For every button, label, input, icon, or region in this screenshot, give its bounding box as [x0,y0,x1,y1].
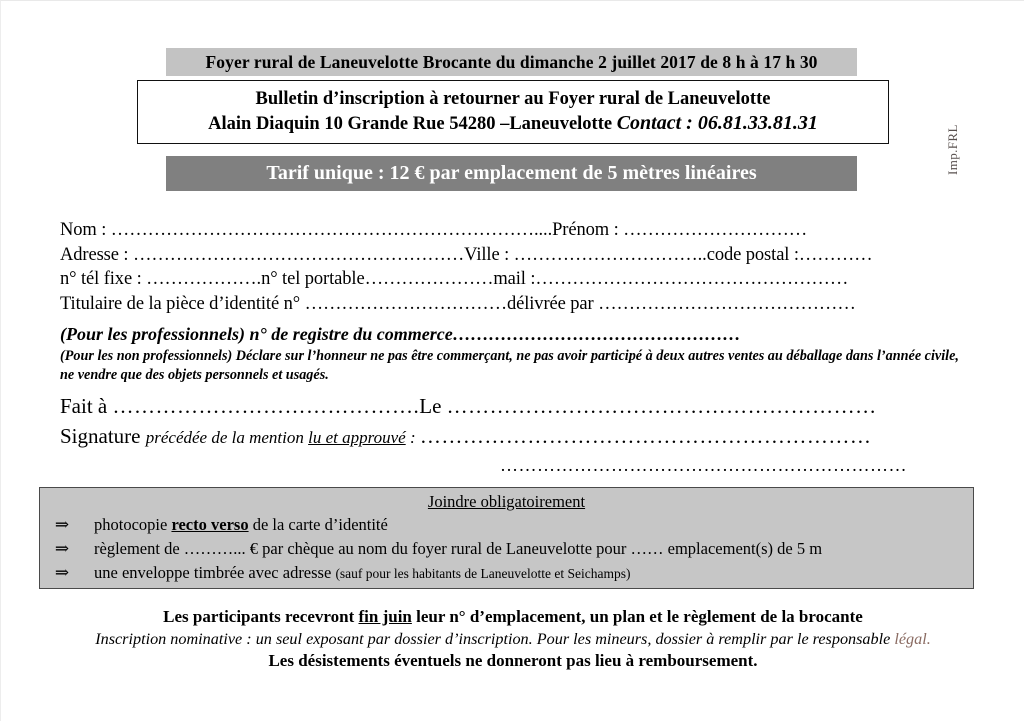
field-line-telephone-mail[interactable]: n° tél fixe : ……………….n° tel portable…………………mail :…………………………………………… [60,269,849,289]
bulletin-contact: Contact : 06.81.33.81.31 [616,112,818,134]
joindre-item-pre: une enveloppe timbrée avec adresse [94,563,336,582]
signature-approuve: lu et approuvé [308,428,406,447]
joindre-item-reglement[interactable] [40,537,973,561]
signature-line[interactable] [60,421,970,453]
joindre-item-text [84,537,822,561]
footer-line2-legal: légal. [894,630,931,648]
joindre-item-post: de la carte d’identité [248,515,388,534]
joindre-item-photocopie [40,513,973,537]
footer-line-1 [1,606,1024,628]
bulletin-title: Bulletin d’inscription à retourner au Foyer rural de Laneuvelotte [255,88,771,109]
professionals-line[interactable]: (Pour les professionnels) n° de registre du commerce………………………………………… [60,324,741,344]
signature-extra-dots[interactable]: ………………………………………………………… [500,455,907,475]
tarif-text: Tarif unique : 12 € par emplacement de 5 mètres linéaires [266,162,757,184]
signature-colon: : [405,428,420,447]
signature-dots: ……………………………………………………… [419,424,872,448]
field-line-nom-prenom[interactable]: Nom : ……………………………………………………………....Prénom : ………………………… [60,220,808,240]
signature-block [60,391,970,477]
arrow-right-icon: ⇒ [54,563,70,582]
joindre-title: Joindre obligatoirement [427,492,586,511]
footer-line1-post: leur n° d’emplacement, un plan et le règlement de la brocante [411,607,863,626]
joindre-item-underlined: recto verso [171,515,249,534]
signature-mention: précédée de la mention [145,428,309,447]
bulletin-box [137,80,889,144]
footer-notes [1,606,1024,672]
event-header-band [166,48,857,76]
joindre-item-pre: règlement de ………... € par chèque au nom du foyer rural de Laneuvelotte pour …… emplacement(s) de 5 m [94,539,823,558]
declaration-block [60,323,970,385]
footer-line1-pre: Les participants recevront [163,607,359,626]
fait-a-line[interactable] [60,391,970,421]
imprint-label: Imp.FRL [945,124,960,175]
fait-a-dots: ……………………………………. [112,394,420,418]
joindre-item-text [84,561,630,586]
joindre-item-note: (sauf pour les habitants de Laneuvelotte et Seichamps) [335,566,631,581]
tarif-band [166,156,857,191]
arrow-right-icon: ⇒ [54,515,70,534]
joindre-item-enveloppe [40,561,973,586]
form-fields [60,218,960,316]
event-header-text: Foyer rural de Laneuvelotte Brocante du dimanche 2 juillet 2017 de 8 h à 17 h 30 [205,51,818,72]
fait-a-label: Fait à [60,394,113,418]
field-line-piece-identite[interactable]: Titulaire de la pièce d’identité n° ……………………………délivrée par …………………………………… [60,293,856,314]
footer-line1-underlined: fin juin [358,607,412,626]
bulletin-address: Alain Diaquin 10 Grande Rue 54280 –Laneuvelotte [208,114,613,134]
joindre-item-pre: photocopie [94,515,172,534]
bulletin-address-line [208,112,818,135]
non-professionals-paragraph: (Pour les non professionnels) Déclare sur l’honneur ne pas être commerçant, ne pas avoir participé à deux autres ventes au déballage dans l’année civile, ne vendre que des objets personnels et usagés. [60,348,959,383]
joindre-obligatoirement-box [39,487,974,589]
le-label: Le [419,394,447,418]
le-dots: …………………………………………………… [446,394,877,418]
signature-label: Signature [60,424,146,448]
footer-line2-pre: Inscription nominative : un seul exposant par dossier d’inscription. Pour les mineurs, dossier à remplir par le responsable [95,630,895,648]
field-line-adresse-ville-codepostal[interactable]: Adresse : ………………………………………………Ville : …………………………..code postal :………… [60,244,873,265]
footer-line-2 [1,628,1024,650]
arrow-right-icon: ⇒ [54,539,70,558]
joindre-item-text [84,513,388,537]
footer-line-3: Les désistements éventuels ne donneront pas lieu à remboursement. [268,651,758,670]
